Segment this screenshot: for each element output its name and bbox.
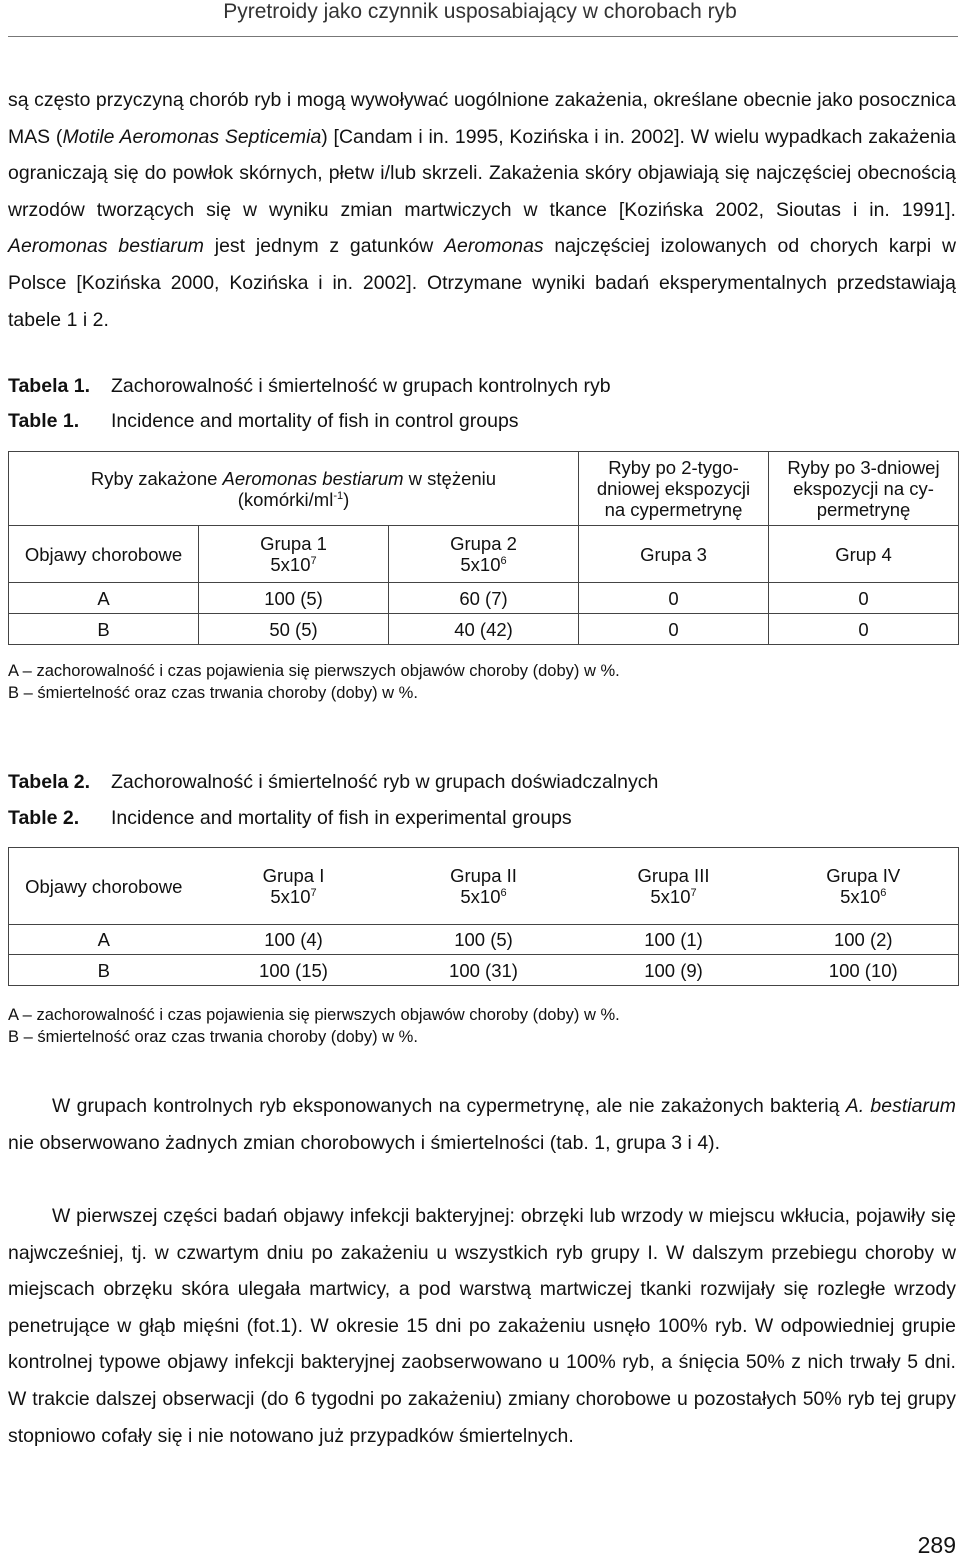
table1-group-row — [9, 526, 959, 583]
group-name: Grupa IV — [826, 865, 901, 886]
table1-group-1 — [199, 526, 389, 583]
group-conc: 5x10 — [270, 554, 311, 575]
body-p1-italic: A. bestiarum — [845, 1095, 956, 1117]
table-cell: 100 (5) — [199, 583, 389, 614]
table-cell: 0 — [769, 583, 959, 614]
table-cell: 100 (1) — [579, 925, 769, 955]
table2-group-1 — [199, 848, 389, 925]
head-infected-unit-close: ) — [343, 488, 350, 510]
table1 — [8, 451, 959, 645]
table1-caption-en — [8, 410, 519, 432]
table1-group-3: Grupa 3 — [579, 526, 769, 583]
head-infected-species: Aeromonas bestiarum — [222, 467, 404, 489]
table1-row-header: Objawy chorobowe — [9, 526, 199, 583]
table1-head-3day: Ryby po 3-dniowej ekspozycji na cypermetrynę — [769, 452, 959, 526]
table-cell: 0 — [579, 614, 769, 645]
group-conc: 5x10 — [840, 886, 881, 907]
table1-group-2 — [389, 526, 579, 583]
running-header — [0, 0, 960, 41]
table1-header-row — [9, 452, 959, 526]
table-cell: 100 (4) — [199, 925, 389, 955]
table2-group-3 — [579, 848, 769, 925]
table1-group-4: Grup 4 — [769, 526, 959, 583]
intro-italic-1: Motile Aeromonas Septicemia — [62, 125, 322, 148]
body-paragraph-2: W pierwszej części badań objawy infekcji bakteryjnej: obrzęki lub wrzody w miejscu wkłucia, pojawiły się najwcześniej, tj. w czwartym dniu po zakażeniu u wszystkich ryb grupy I. W dalszym przebiegu choroby w miejscach obrzęku skóra ulegała martwicy, a pod warstwą martwiczej tkanki rozwijały się rozległe wrzody penetrujące w głąb mięśni (fot.1). W okresie 15 dni po zakażeniu usnęło 100% ryb. W odpowiedniej grupie kontrolnej typowe objawy infekcji bakteryjnej zaobserwowano u 100% ryb, a śnięcia 50% z nich trwały 5 dni. W trakcie dalszej obserwacji (do 6 tygodni po zakażeniu) zmiany chorobowe u pozostałych 50% ryb tej grupy stopniowo cofały się i nie notowano już przypadków śmiertelnych. — [8, 1205, 956, 1447]
table1-footnote-a: A – zachorowalność i czas pojawienia się pierwszych objawów choroby (doby) w %. — [8, 662, 620, 680]
group-conc-exp: 7 — [310, 555, 317, 567]
table1-head-2week: Ryby po 2-tygodniowej ekspozycji na cypermetrynę — [579, 452, 769, 526]
group-conc: 5x10 — [650, 886, 691, 907]
table-cell: 100 (15) — [199, 955, 389, 986]
table2-row-header: Objawy chorobowe — [9, 848, 199, 925]
head-infected-text-b: w stężeniu — [403, 467, 497, 489]
intro-italic-2: Aeromonas bestiarum — [8, 235, 204, 258]
table2-title-en: Incidence and mortality of fish in experimental groups — [111, 807, 572, 829]
table-cell: 100 (5) — [389, 925, 579, 955]
table2-label-en: Table 2. — [8, 807, 80, 829]
group-name: Grupa 1 — [260, 533, 327, 554]
table2-caption-pl — [8, 771, 658, 793]
table-cell: 100 (31) — [389, 955, 579, 986]
table-cell: 100 (9) — [579, 955, 769, 986]
table1-label-pl: Tabela 1. — [8, 375, 91, 397]
table2-group-2 — [389, 848, 579, 925]
table-cell: 0 — [579, 583, 769, 614]
table-cell: 40 (42) — [389, 614, 579, 645]
table-row — [9, 583, 959, 614]
group-name: Grupa II — [450, 865, 517, 886]
group-conc-exp: 6 — [500, 887, 507, 899]
body-paragraph-1 — [8, 1088, 956, 1161]
table-row — [9, 955, 959, 986]
row-label: A — [9, 925, 199, 955]
intro-text-1: są często przyczyną chorób ryb i mogą wywoływać uogólnione zakażenia, określane obecnie jako posocznica MAS ( — [8, 89, 956, 148]
head-infected-text-a: Ryby zakażone — [90, 467, 223, 489]
head-infected-unit-sup: -1 — [333, 489, 344, 502]
table-cell: 100 (10) — [769, 955, 959, 986]
table-cell: 60 (7) — [389, 583, 579, 614]
group-conc-exp: 6 — [500, 555, 507, 567]
page-number: 289 — [917, 1532, 956, 1558]
table-row — [9, 925, 959, 955]
intro-italic-3: Aeromonas — [444, 235, 544, 258]
table2-footnote-a: A – zachorowalność i czas pojawienia się pierwszych objawów choroby (doby) w %. — [8, 1006, 620, 1024]
group-conc-exp: 7 — [690, 887, 697, 899]
group-conc: 5x10 — [460, 554, 501, 575]
table2-group-4 — [769, 848, 959, 925]
group-conc-exp: 6 — [880, 887, 887, 899]
intro-text-2: ) [Candam i in. 1995, Kozińska i in. 2002]. W wielu wypadkach zakażenia ograniczają się do powłok skórnych, płetw i/lub skrzeli. Zakażenia skóry objawiają się najczęściej obecnością wrzodów tworzących się w wyniku zmian martwiczych w tkance [Kozińska 2002, Sioutas i in. 1991]. — [8, 125, 956, 221]
intro-paragraph — [8, 82, 956, 338]
intro-text-4: najczęściej izolowanych od chorych karpi w Polsce [Kozińska 2000, Kozińska i in. 2002]. Otrzymane wyniki badań eksperymentalnych przedstawiają tabele 1 i 2. — [8, 235, 956, 331]
row-label: B — [9, 614, 199, 645]
group-conc-exp: 7 — [310, 887, 317, 899]
group-name: Grupa I — [262, 865, 325, 886]
table-row — [9, 614, 959, 645]
table-cell: 0 — [769, 614, 959, 645]
body-p1-text-b: nie obserwowano żadnych zmian chorobowych i śmiertelności (tab. 1, grupa 3 i 4). — [8, 1131, 721, 1154]
group-name: Grupa III — [637, 865, 710, 886]
table2-group-row — [9, 848, 959, 925]
header-rule — [8, 36, 958, 37]
body-p1-text-a: W grupach kontrolnych ryb eksponowanych na cypermetrynę, ale nie zakażonych bakterią — [52, 1095, 846, 1117]
intro-text-3: jest jednym z gatunków — [203, 235, 445, 258]
table1-title-en: Incidence and mortality of fish in control groups — [111, 410, 519, 432]
running-title: Pyretroidy jako czynnik usposabiający w chorobach ryb — [223, 0, 737, 23]
row-label: B — [9, 955, 199, 986]
table1-head-infected — [9, 452, 579, 526]
group-conc: 5x10 — [460, 886, 501, 907]
group-name: Grupa 2 — [450, 533, 517, 554]
head-infected-unit: (komórki/ml — [237, 488, 334, 510]
table2-footnote-b: B – śmiertelność oraz czas trwania choroby (doby) w %. — [8, 1028, 418, 1046]
table2-caption-en — [8, 807, 572, 829]
table-cell: 100 (2) — [769, 925, 959, 955]
table1-caption-pl — [8, 375, 611, 397]
table2-title-pl: Zachorowalność i śmiertelność ryb w grupach doświadczalnych — [111, 771, 659, 793]
table1-footnote-b: B – śmiertelność oraz czas trwania choroby (doby) w %. — [8, 684, 418, 702]
table-cell: 50 (5) — [199, 614, 389, 645]
table1-title-pl: Zachorowalność i śmiertelność w grupach kontrolnych ryb — [111, 375, 611, 397]
table2 — [8, 847, 959, 986]
row-label: A — [9, 583, 199, 614]
group-conc: 5x10 — [270, 886, 311, 907]
table2-label-pl: Tabela 2. — [8, 771, 91, 793]
table1-label-en: Table 1. — [8, 410, 80, 432]
